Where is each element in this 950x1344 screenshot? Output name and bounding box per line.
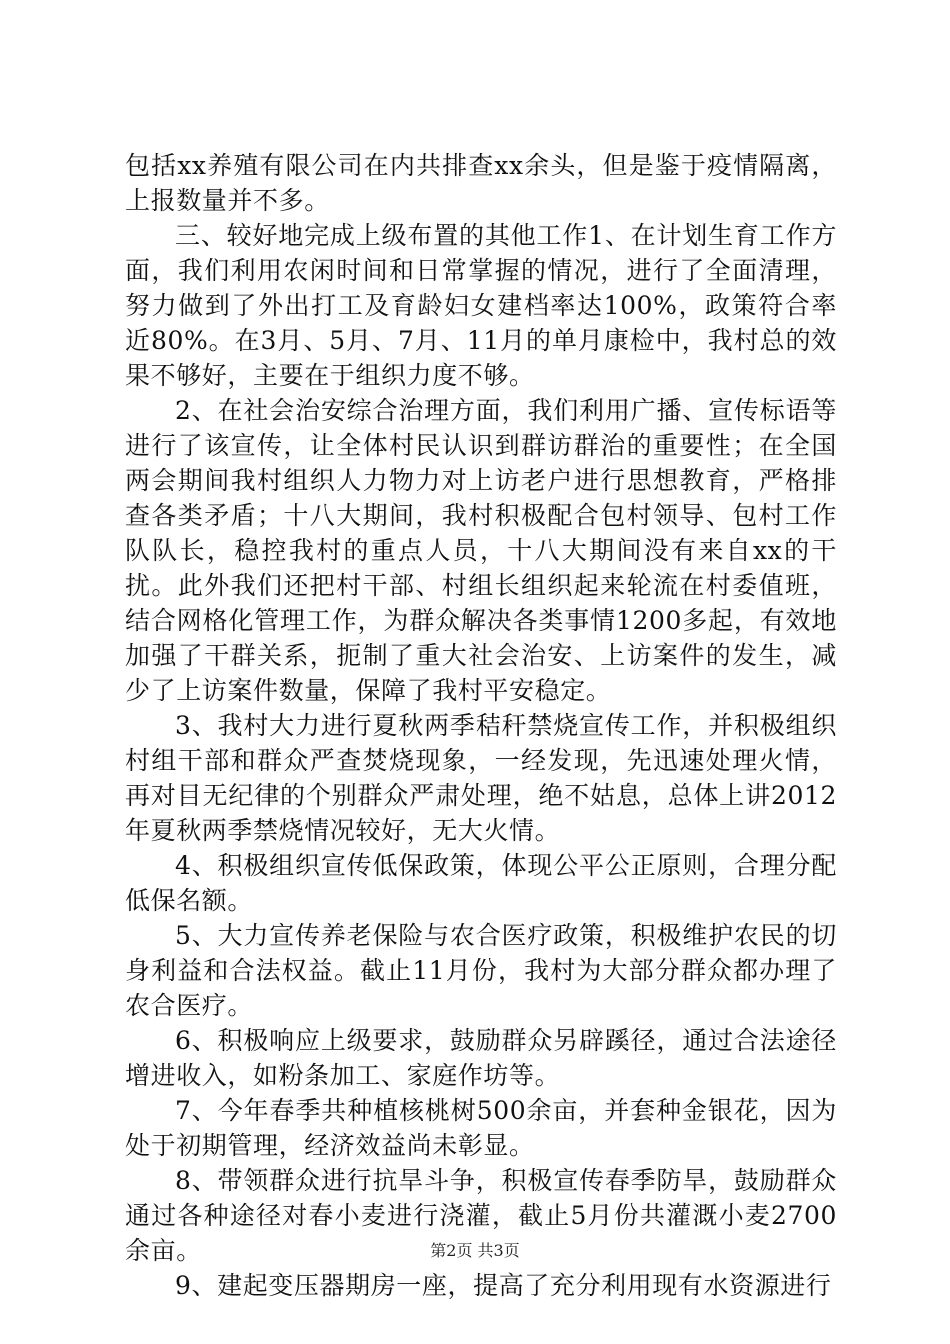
paragraph-4: 3、我村大力进行夏秋两季秸秆禁烧宣传工作，并积极组织村组干部和群众严查焚烧现象，一经发现，先迅速处理火情，再对目无纪律的个别群众严肃处理，绝不姑息，总体上讲2012年夏秋两季禁烧情况较好，无大火情。 <box>125 711 837 845</box>
paragraph-6: 5、大力宣传养老保险与农合医疗政策，积极维护农民的切身利益和合法权益。截止11月份，我村为大部分群众都办理了农合医疗。 <box>125 921 837 1020</box>
paragraph-9: 8、带领群众进行抗旱斗争，积极宣传春季防旱，鼓励群众通过各种途径对春小麦进行浇灌，截止5月份共灌溉小麦2700余亩。 <box>125 1166 837 1265</box>
paragraph-10: 9、建起变压器期房一座，提高了充分利用现有水资源进行 <box>175 1271 832 1300</box>
paragraph-7: 6、积极响应上级要求，鼓励群众另辟蹊径，通过合法途径增进收入，如粉条加工、家庭作坊等。 <box>125 1026 837 1090</box>
paragraph-2: 三、较好地完成上级布置的其他工作1、在计划生育工作方面，我们利用农闲时间和日常掌握的情况，进行了全面清理，努力做到了外出打工及育龄妇女建档率达100%，政策符合率近80%。在3月、5月、7月、11月的单月康检中，我村总的效果不够好，主要在于组织力度不够。 <box>125 221 837 390</box>
page-number-footer: 第2页 共3页 <box>430 1241 520 1260</box>
paragraph-3: 2、在社会治安综合治理方面，我们利用广播、宣传标语等进行了该宣传，让全体村民认识到群访群治的重要性；在全国两会期间我村组织人力物力对上访老户进行思想教育，严格排查各类矛盾；十八大期间，我村积极配合包村领导、包村工作队队长，稳控我村的重点人员，十八大期间没有来自xx的干扰。此外我们还把村干部、村组长组织起来轮流在村委值班，结合网格化管理工作，为群众解决各类事情1200多起，有效地加强了干群关系，扼制了重大社会治安、上访案件的发生，减少了上访案件数量，保障了我村平安稳定。 <box>125 396 837 705</box>
paragraph-8: 7、今年春季共种植核桃树500余亩，并套种金银花，因为处于初期管理，经济效益尚未彰显。 <box>125 1096 837 1160</box>
paragraph-5: 4、积极组织宣传低保政策，体现公平公正原则，合理分配低保名额。 <box>125 851 837 915</box>
paragraph-1: 包括xx养殖有限公司在内共排查xx余头，但是鉴于疫情隔离，上报数量并不多。 <box>125 151 837 215</box>
document-body <box>125 148 837 1303</box>
